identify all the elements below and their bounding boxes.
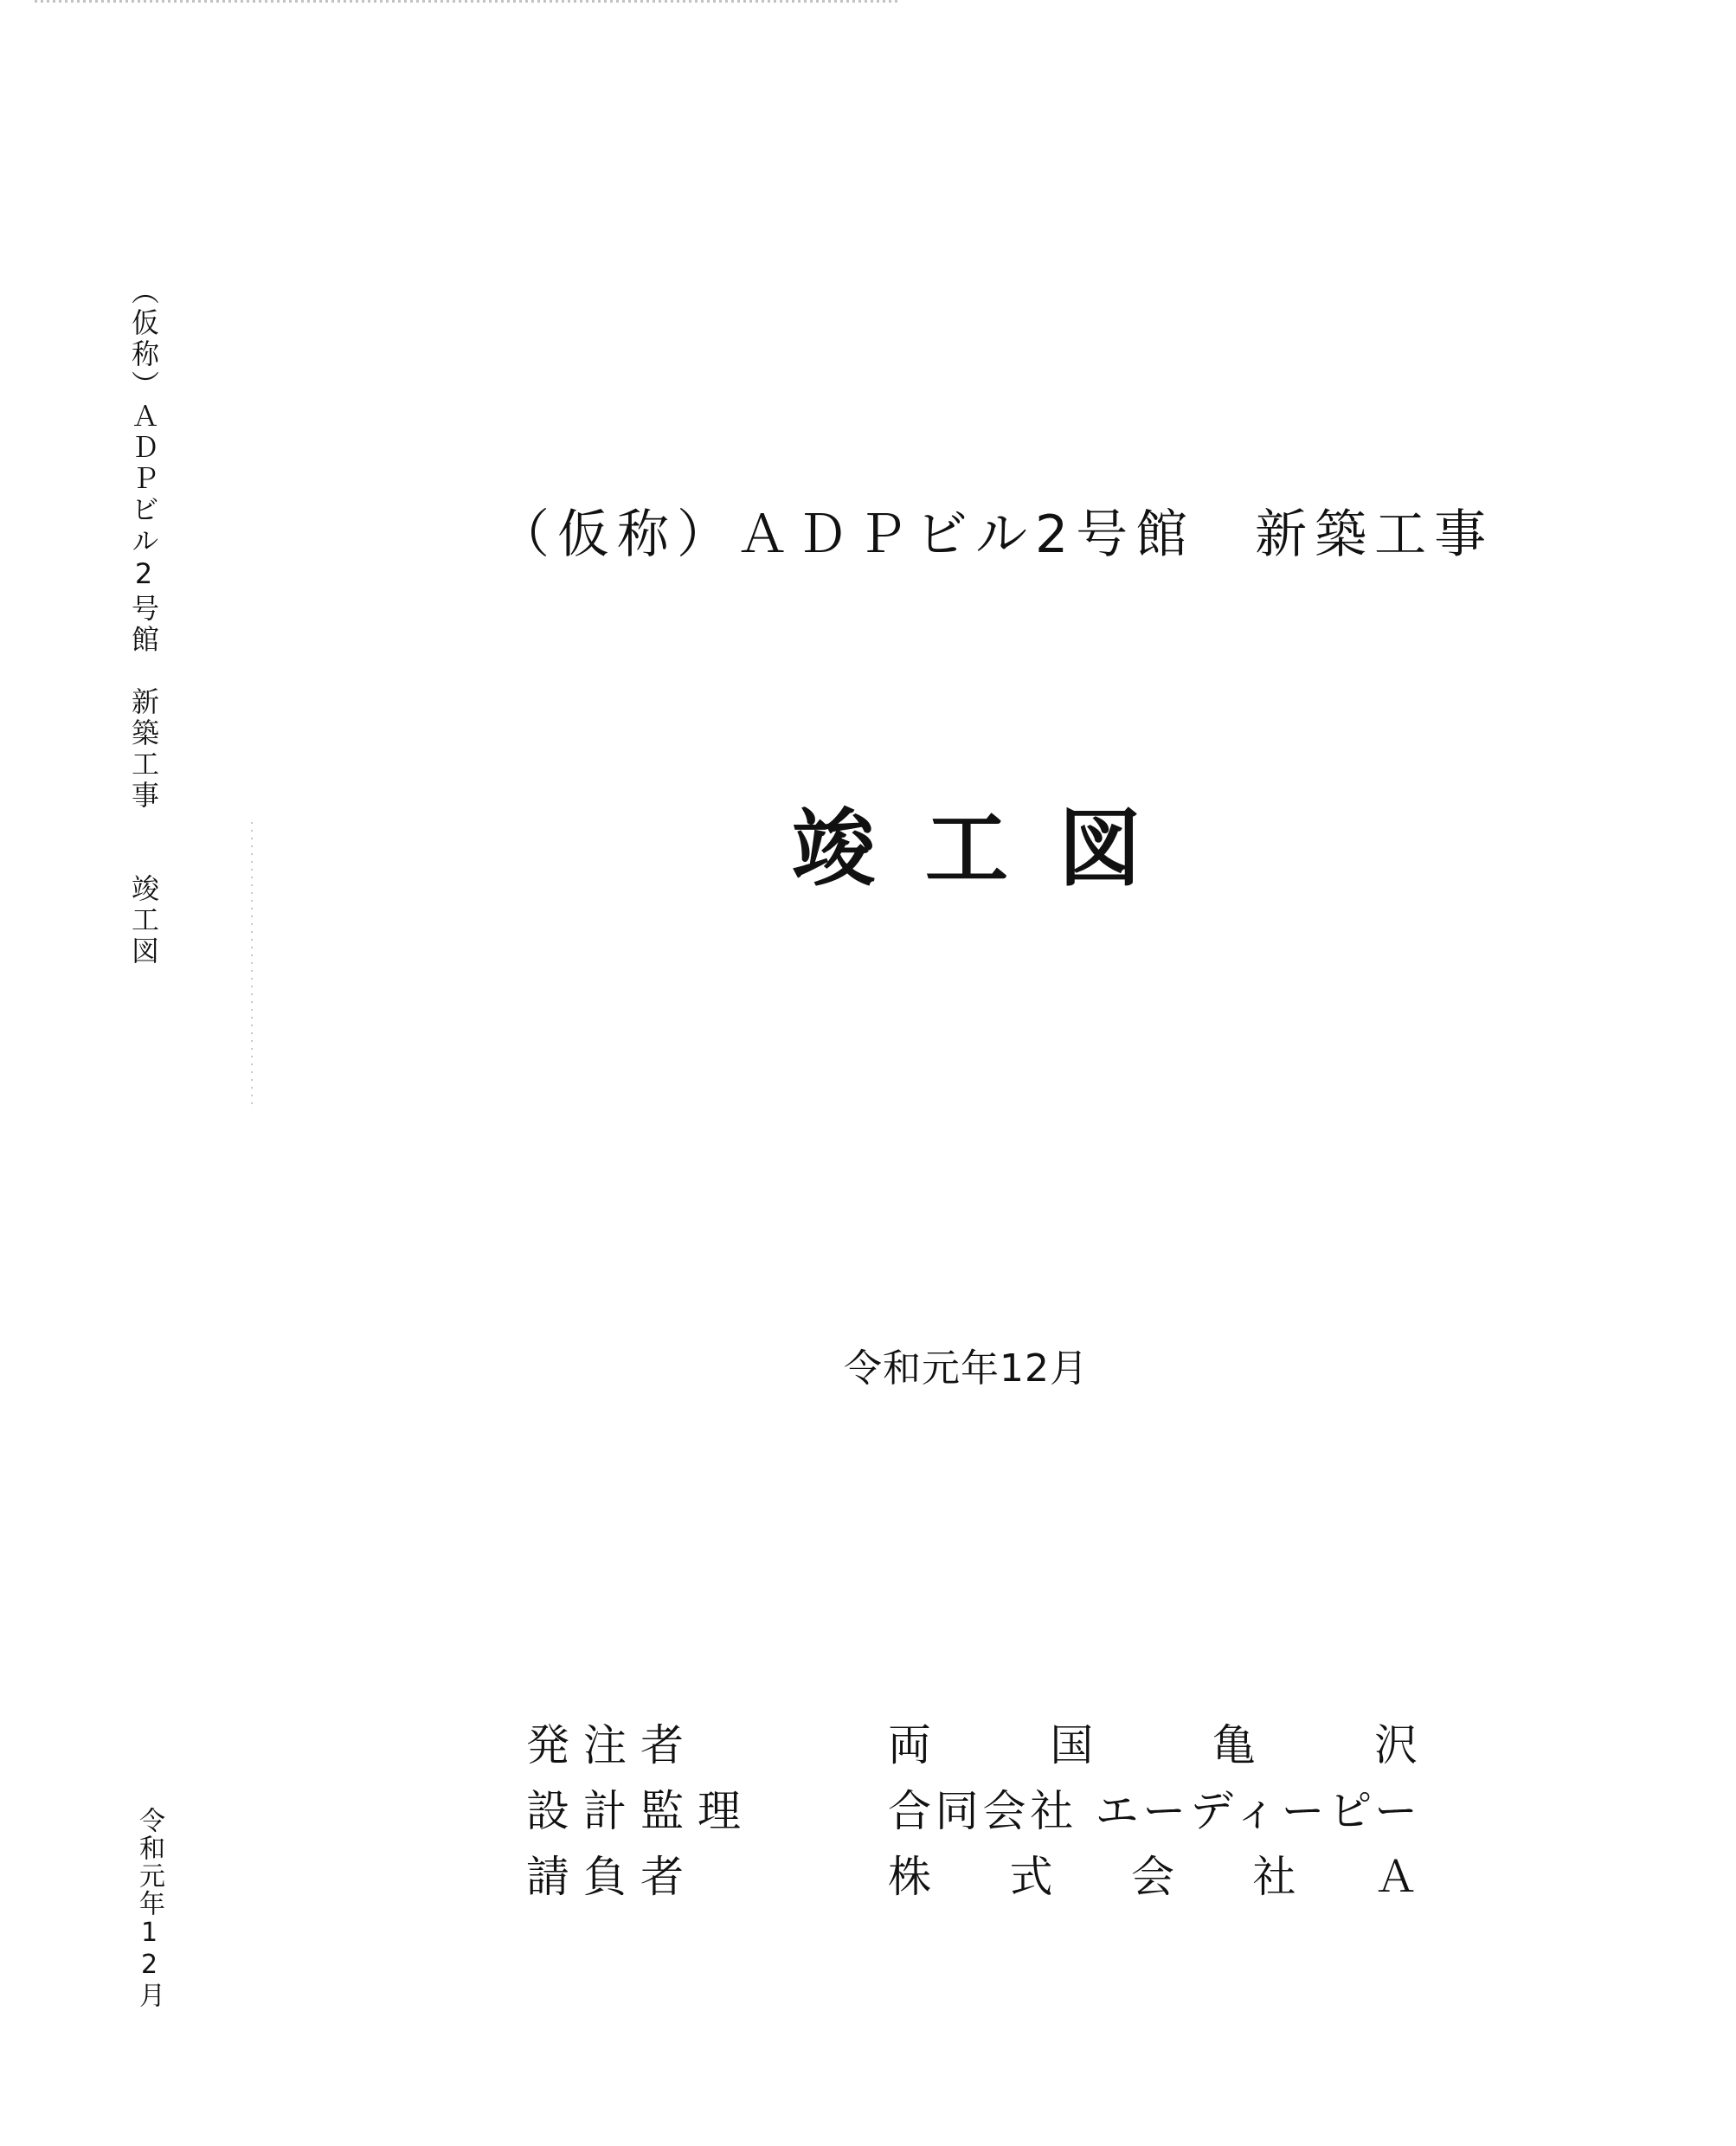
party-name: 合同会社 エーディーピー <box>888 1786 1418 1836</box>
party-row-designer <box>526 1775 1418 1841</box>
completion-date: 令和元年12月 <box>844 1346 1089 1391</box>
fold-line <box>251 822 253 1108</box>
party-name: 株 式 会 社 Ａ <box>888 1852 1418 1902</box>
document-title: 竣工図 <box>792 800 1192 897</box>
party-row-contractor <box>526 1841 1418 1906</box>
party-role: 設計監理 <box>526 1786 755 1836</box>
scan-artifact-top <box>35 0 900 3</box>
parties-block <box>526 1709 1418 1906</box>
party-name: 両 国 亀 沢 <box>888 1720 1418 1770</box>
project-title: （仮称）ＡＤＰビル2号館 新築工事 <box>498 504 1495 565</box>
spine-title: （仮称）ＡＤＰビル2号館 新築工事 竣工図 <box>127 277 160 967</box>
party-row-client <box>526 1709 1418 1775</box>
spine-date: 令和元年12月 <box>134 1807 164 2009</box>
party-role: 発注者 <box>526 1720 698 1770</box>
party-role: 請負者 <box>526 1852 698 1902</box>
